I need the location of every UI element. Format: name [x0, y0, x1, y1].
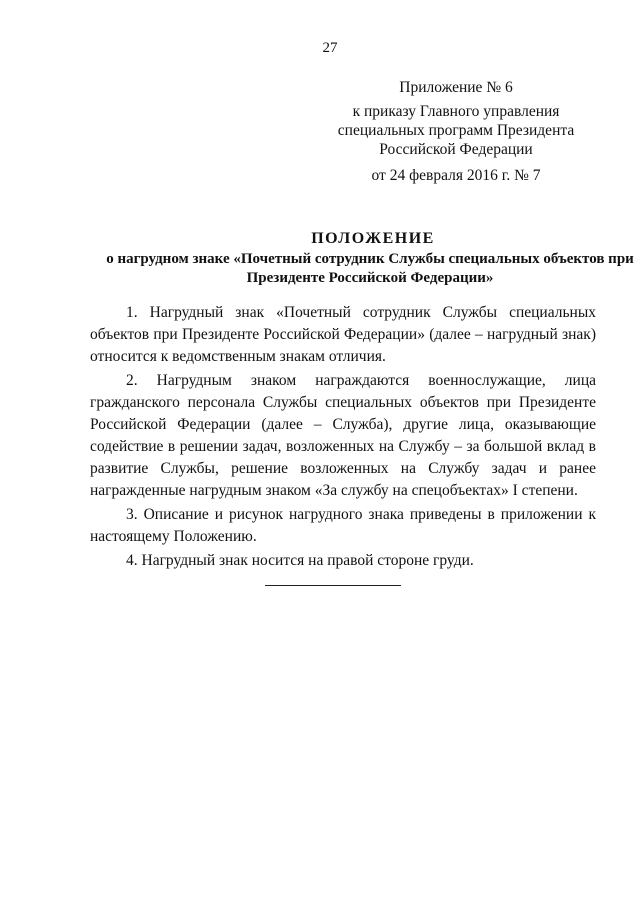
appendix-line: Российской Федерации	[379, 141, 533, 158]
page-number: 27	[322, 40, 338, 56]
document-subtitle: о нагрудном знаке «Почетный сотрудник Службы специальных объектов при Президенте Российской Федерации»	[106, 251, 634, 286]
paragraph-1: 1. Нагрудный знак «Почетный сотрудник Службы специальных объектов при Президенте Российской Федерации» (далее – нагрудный знак) относится к ведомственным знакам отличия.	[90, 304, 596, 365]
paragraph-4: 4. Нагрудный знак носится на правой стороне груди.	[126, 552, 474, 569]
appendix-line: к приказу Главного управления	[352, 103, 560, 120]
appendix-title: Приложение № 6	[399, 79, 513, 96]
appendix-date: от 24 февраля 2016 г. № 7	[371, 167, 541, 184]
document-heading: ПОЛОЖЕНИЕ	[311, 230, 435, 247]
paragraph-3: 3. Описание и рисунок нагрудного знака приведены в приложении к настоящему Положению.	[90, 506, 596, 545]
document-body	[90, 302, 596, 574]
end-divider	[265, 585, 401, 586]
paragraph-2: 2. Нагрудным знаком награждаются военнослужащие, лица гражданского персонала Службы специальных объектов при Президенте Российской Федерации (далее – Служба), другие лица, оказывающие содействие в решении задач, возложенных на Службу – за большой вклад в развитие Службы, решение возложенных на Службу задач и ранее награжденные нагрудным знаком «За службу на спецобъектах» I степени.	[90, 372, 596, 499]
document-title	[90, 228, 640, 288]
appendix-block	[318, 78, 594, 185]
appendix-line: специальных программ Президента	[337, 122, 575, 139]
